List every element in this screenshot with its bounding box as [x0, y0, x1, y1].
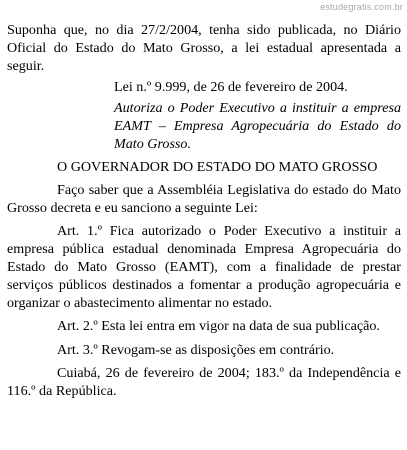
site-watermark: estudegratis.com.br: [320, 2, 403, 12]
preamble-paragraph: Faço saber que a Assembléia Legislativa do estado do Mato Grosso decreta e eu sanciono a seguinte Lei:: [7, 182, 401, 216]
law-number: Lei n.º 9.999, de 26 de fevereiro de 2004.: [114, 79, 348, 95]
article-3: Art. 3.º Revogam-se as disposições em contrário.: [57, 342, 335, 358]
intro-paragraph: Suponha que, no dia 27/2/2004, tenha sido publicada, no Diário Oficial do Estado do Mato Grosso, a lei estadual apresentada a seguir.: [7, 22, 401, 74]
document-body: [7, 21, 401, 400]
closing-paragraph: Cuiabá, 26 de fevereiro de 2004; 183.º da Independência e 116.º da República.: [7, 365, 401, 399]
article-1: Art. 1.º Fica autorizado o Poder Executivo a instituir a empresa pública estadual denominada Empresa Agropecuária do Estado do Mato Grosso (EAMT), com a finalidade de prestar serviços públicos destinados a fomentar a produção agropecuária e organizar o abastecimento alimentar no estado.: [7, 223, 401, 311]
article-2: Art. 2.º Esta lei entra em vigor na data de sua publicação.: [57, 318, 380, 334]
governor-heading: O GOVERNADOR DO ESTADO DO MATO GROSSO: [57, 159, 378, 175]
law-ementa: Autoriza o Poder Executivo a instituir a empresa EAMT – Empresa Agropecuária do Estado do Mato Grosso.: [114, 100, 401, 152]
